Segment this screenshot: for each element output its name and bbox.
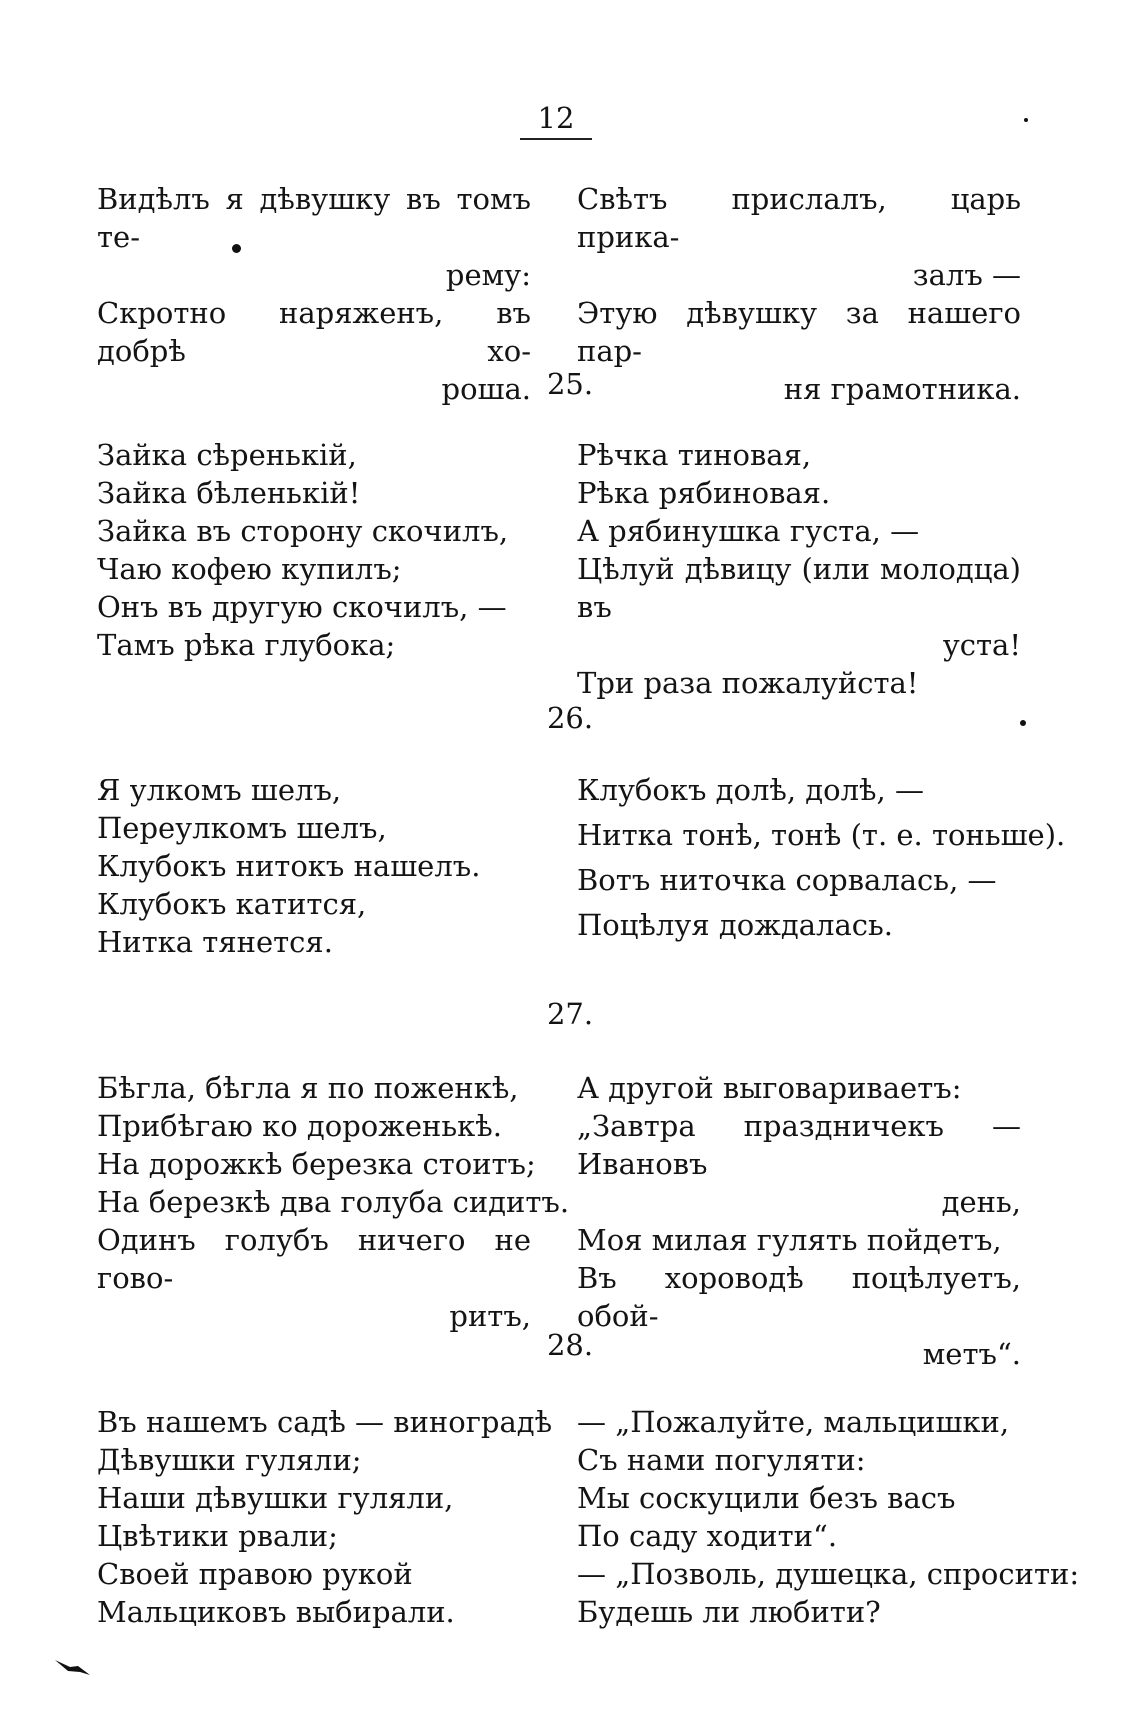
section-25-left-column [97, 436, 531, 664]
verse-line: день, [941, 1185, 1021, 1219]
verse-line: Своей правою рукой [97, 1557, 413, 1591]
verse-line: На березкѣ два голуба сидитъ. [97, 1185, 570, 1219]
verse-line: Зайка сѣренькій, [97, 438, 357, 472]
verse-line: Моя милая гулять пойдетъ, [577, 1223, 1002, 1257]
verse-line: Мальциковъ выбирали. [97, 1595, 455, 1629]
verse-line: уста! [942, 628, 1021, 662]
verse-line: Мы соскуцили безъ васъ [577, 1481, 956, 1515]
verse-line: Бѣгла, бѣгла я по поженкѣ, [97, 1071, 519, 1105]
ink-blot-mark [54, 1658, 92, 1678]
verse-line: — „Позволь, душецка, спросити: [577, 1557, 1080, 1591]
verse-line: Одинъ голубъ ничего не гово- [97, 1223, 531, 1295]
verse-line: ня грамотника. [783, 372, 1021, 406]
verse-line: Клубокъ нитокъ нашелъ. [97, 849, 481, 883]
ink-speck [232, 244, 241, 253]
verse-line: Свѣтъ прислалъ, царь прика- [577, 182, 1021, 254]
verse-line: Нитка тянется. [97, 925, 333, 959]
section-26-right-column [577, 771, 1066, 951]
verse-line: Наши дѣвушки гуляли, [97, 1481, 454, 1515]
verse-line: Клубокъ катится, [97, 887, 367, 921]
section-26-left-column [97, 771, 531, 961]
section-number-25: 25. [546, 367, 594, 401]
verse-line: „Завтра праздничекъ — Ивановъ [577, 1109, 1021, 1181]
verse-line: А рябинушка густа, — [577, 514, 920, 548]
verse-line: Чаю кофею купилъ; [97, 552, 402, 586]
verse-line: Дѣвушки гуляли; [97, 1443, 362, 1477]
verse-line: Вотъ ниточка сорвалась, — [577, 863, 997, 897]
verse-line: Нитка тонѣ, тонѣ (т. е. тоньше). [577, 818, 1066, 852]
section-28-left-column [97, 1403, 553, 1631]
section-number-28: 28. [546, 1328, 594, 1362]
verse-line: Видѣлъ я дѣвушку въ томъ те- [97, 182, 531, 254]
verse-line: — „Пожалуйте, мальцишки, [577, 1405, 1010, 1439]
verse-line: Рѣка рябиновая. [577, 476, 831, 510]
section-number-27: 27. [546, 997, 594, 1031]
verse-line: Рѣчка тиновая, [577, 438, 812, 472]
verse-line: А другой выговариваетъ: [577, 1071, 962, 1105]
verse-line: Прибѣгаю ко дороженькѣ. [97, 1109, 503, 1143]
verse-line: метъ“. [922, 1337, 1021, 1371]
verse-line: Скротно наряженъ, въ добрѣ хо- [97, 296, 531, 368]
verse-line: Цвѣтики рвали; [97, 1519, 338, 1553]
verse-line: Тамъ рѣка глубока; [97, 628, 396, 662]
verse-line: Въ нашемъ садѣ — виноградѣ [97, 1405, 553, 1439]
verse-line: Цѣлуй дѣвицу (или молодца) въ [577, 552, 1021, 624]
verse-line: По саду ходити“. [577, 1519, 838, 1553]
verse-line: Зайка бѣленькій! [97, 476, 361, 510]
ink-speck [1020, 720, 1026, 726]
section-28-right-column [577, 1403, 1080, 1631]
verse-line: роша. [441, 372, 531, 406]
verse-line: Въ хороводѣ поцѣлуетъ, обой- [577, 1261, 1021, 1333]
verse-line: Три раза пожалуйста! [577, 666, 919, 700]
verse-line: залъ — [912, 258, 1021, 292]
ink-speck [1024, 118, 1028, 122]
verse-line: Зайка въ сторону скочилъ, [97, 514, 509, 548]
verse-line: Этую дѣвушку за нашего пар- [577, 296, 1021, 368]
verse-line: На дорожкѣ березка стоитъ; [97, 1147, 536, 1181]
verse-line: Онъ въ другую скочилъ, — [97, 590, 507, 624]
verse-line: Переулкомъ шелъ, [97, 811, 387, 845]
section-25-right-column [577, 436, 1021, 702]
page-number: 12 [520, 100, 592, 140]
section-number-26: 26. [546, 701, 594, 735]
verse-line: Съ нами погуляти: [577, 1443, 866, 1477]
section-27-left-column [97, 1069, 570, 1335]
verse-line: рему: [445, 258, 531, 292]
verse-line: Я улкомъ шелъ, [97, 773, 342, 807]
verse-line: Будешь ли любити? [577, 1595, 881, 1629]
verse-line: ритъ, [449, 1299, 531, 1333]
verse-line: Поцѣлуя дождалась. [577, 908, 893, 942]
verse-line: Клубокъ долѣ, долѣ, — [577, 773, 924, 807]
